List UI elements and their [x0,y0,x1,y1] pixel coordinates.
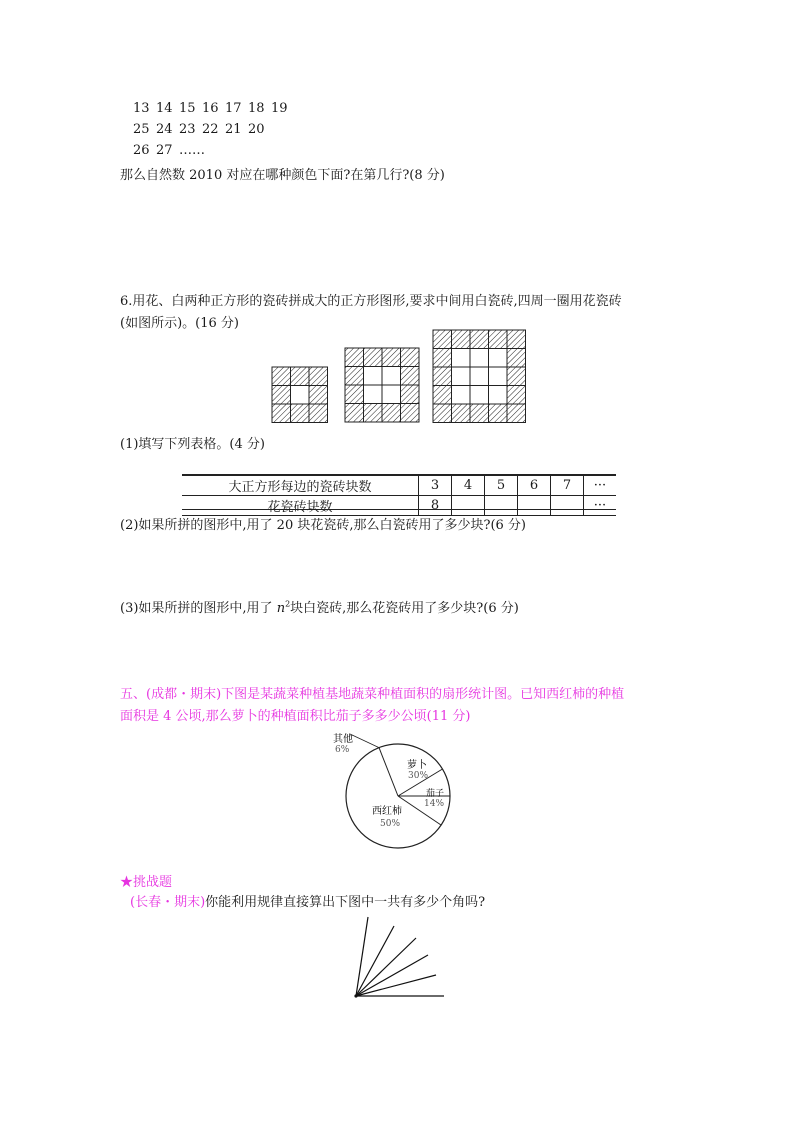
seq-num: 24 [156,122,173,137]
q6-intro-line2: (如图所示)。(16 分) [120,316,239,331]
white-tile [452,367,471,386]
white-tile [470,386,489,405]
table-bottom-rule [182,509,616,510]
patterned-tile [433,367,452,386]
patterned-tile [272,367,291,386]
table-cell: 6 [518,476,551,496]
seq-num: 18 [248,101,265,116]
seq-num: 13 [133,101,150,116]
tile-figure-5x5 [433,330,526,423]
tile-figure-4x4 [345,348,419,422]
table-cell [452,496,485,516]
seq-num: 21 [225,122,242,137]
patterned-tile [272,386,291,405]
seq-num: 23 [179,122,196,137]
seq-num: 15 [179,101,196,116]
patterned-tile [507,386,526,405]
table-cell: 7 [551,476,584,496]
q6-sub3 [120,597,519,616]
q6-sub3-exponent: 2 [285,599,291,609]
white-tile [452,349,471,368]
seq-num: 25 [133,122,150,137]
patterned-tile [364,404,383,423]
q6-sub2: (2)如果所拼的图形中,用了 20 块花瓷砖,那么白瓷砖用了多少块?(6 分) [120,518,527,533]
q6-sub3-text: (3)如果所拼的图形中,用了 [120,601,277,616]
patterned-tile [291,404,310,423]
pie-sector-line [379,748,398,796]
angle-ray [356,975,436,996]
patterned-tile [382,348,401,367]
tile-figure-3x3 [272,367,328,423]
patterned-tile [401,367,420,386]
table-cell: ··· [584,476,617,496]
table-cell: 8 [419,496,452,516]
pie-label-other: 其他 [333,734,353,745]
table-cell [485,496,518,516]
pie-leader-line [350,734,379,748]
patterned-tile [272,404,291,423]
table-cell: ··· [584,496,617,516]
seq-num: 26 [133,143,150,158]
challenge-title: ★挑战题 [120,875,173,890]
patterned-tile [401,348,420,367]
patterned-tile [470,404,489,423]
patterned-tile [401,404,420,423]
patterned-tile [345,385,364,404]
patterned-tile [433,386,452,405]
white-tile [382,385,401,404]
patterned-tile [345,367,364,386]
challenge-question-line [130,891,485,910]
patterned-tile [309,367,328,386]
section5-line2: 面积是 4 公顷,那么萝卜的种植面积比茄子多多少公顷(11 分) [120,709,471,724]
table-row [182,496,616,516]
white-tile [291,386,310,405]
white-tile [489,349,508,368]
patterned-tile [470,330,489,349]
q6-sub3-text: 块白瓷砖,那么花瓷砖用了多少块?(6 分) [290,601,519,616]
table-row [182,476,616,496]
pie-label-eggplant: 茄子 [426,789,445,799]
patterned-tile [364,348,383,367]
patterned-tile [433,330,452,349]
challenge-question: 你能利用规律直接算出下图中一共有多少个角吗? [205,895,486,910]
pie-label-tomato: 西红柿 [372,806,402,817]
q6-sub1: (1)填写下列表格。(4 分) [120,437,265,452]
patterned-tile [489,404,508,423]
sequence-row-3 [133,143,219,158]
pie-chart [320,730,480,855]
patterned-tile [309,404,328,423]
angle-vertex [354,994,357,997]
white-tile [489,367,508,386]
patterned-tile [507,367,526,386]
patterned-tile [507,349,526,368]
patterned-tile [507,404,526,423]
patterned-tile [291,367,310,386]
white-tile [452,386,471,405]
patterned-tile [433,404,452,423]
seq-num: 20 [248,122,265,137]
white-tile [470,349,489,368]
patterned-tile [309,386,328,405]
patterned-tile [345,348,364,367]
seq-num: …… [179,143,205,158]
pie-label-radish: 萝卜 [407,760,427,771]
seq-num: 16 [202,101,219,116]
table-cell: 3 [419,476,452,496]
table-cell: 4 [452,476,485,496]
pie-pct-tomato: 50% [380,819,401,829]
sequence-row-1 [133,101,294,116]
patterned-tile [489,330,508,349]
table-cell: 5 [485,476,518,496]
white-tile [470,367,489,386]
table-cell [518,496,551,516]
challenge-source: (长春・期末) [130,895,206,910]
patterned-tile [507,330,526,349]
white-tile [489,386,508,405]
patterned-tile [433,349,452,368]
white-tile [364,385,383,404]
white-tile [364,367,383,386]
patterned-tile [452,404,471,423]
pie-pct-other: 6% [335,745,350,755]
patterned-tile [345,404,364,423]
pie-pct-radish: 30% [408,771,429,781]
patterned-tile [452,330,471,349]
angle-fan-figure [350,912,450,1002]
table-label-cell: 大正方形每边的瓷砖块数 [182,476,419,496]
sequence-row-2 [133,122,271,137]
section5-line1: 五、(成都・期末)下图是某蔬菜种植基地蔬菜种植面积的扇形统计图。已知西红柿的种植 [120,687,625,702]
pie-pct-eggplant: 14% [424,799,445,809]
patterned-tile [401,385,420,404]
seq-num: 17 [225,101,242,116]
q6-sub3-variable: n [276,601,286,616]
seq-num: 22 [202,122,219,137]
white-tile [382,367,401,386]
patterned-tile [382,404,401,423]
table-cell [551,496,584,516]
seq-num: 14 [156,101,173,116]
seq-num: 19 [271,101,288,116]
q6-intro-line1: 6.用花、白两种正方形的瓷砖拼成大的正方形图形,要求中间用白瓷砖,四周一圈用花瓷砖 [120,294,622,309]
q5-question: 那么自然数 2010 对应在哪种颜色下面?在第几行?(8 分) [120,168,445,183]
table-label-cell: 花瓷砖块数 [182,496,419,516]
seq-num: 27 [156,143,173,158]
